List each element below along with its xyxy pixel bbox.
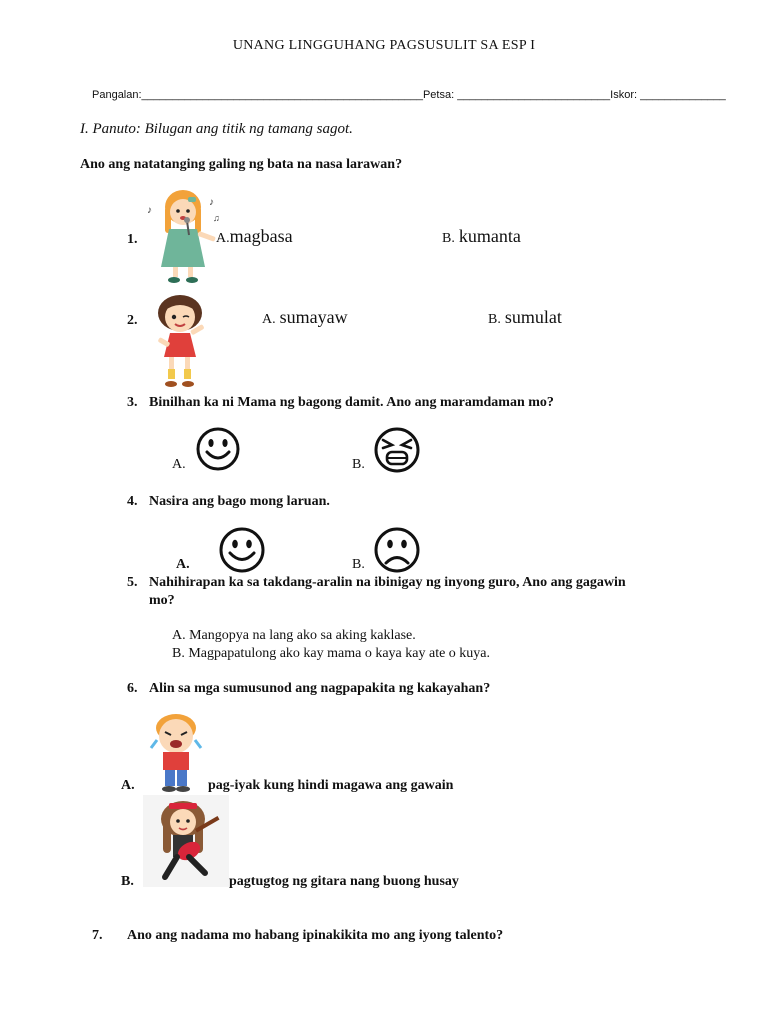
q4-option-b-letter[interactable]: B. — [352, 557, 365, 572]
svg-text:♪: ♪ — [209, 197, 214, 208]
sad-face-icon — [373, 524, 421, 574]
dancing-girl-image — [150, 293, 212, 391]
q4-option-a-letter[interactable]: A. — [176, 557, 190, 572]
score-label: Iskor: — [610, 89, 638, 101]
q6-text: Alin sa mga sumusunod ang nagpapakita ng kakayahan? — [149, 681, 491, 696]
q4-number: 4. — [127, 494, 138, 509]
q5-option-b[interactable]: B. Magpapatulong ako kay mama o kaya kay ate o kuya. — [172, 646, 491, 661]
q5-text-line1: Nahihirapan ka sa takdang-aralin na ibinigay ng inyong guro, Ano ang gagawin — [149, 575, 626, 590]
q1-option-b-letter: B. — [442, 231, 455, 246]
page-title: UNANG LINGGUHANG PAGSUSULIT SA ESP I — [232, 38, 536, 53]
date-label: Petsa: — [422, 89, 455, 101]
singing-girl-image — [143, 185, 223, 287]
q2-option-b-letter: B. — [488, 312, 501, 327]
name-label: Pangalan: — [92, 89, 142, 101]
q1-option-a[interactable] — [216, 226, 293, 247]
q6-option-a-letter[interactable]: A. — [121, 778, 135, 793]
lead-question: Ano ang natatanging galing ng bata na nasa larawan? — [80, 157, 403, 172]
smiley-face-icon — [218, 526, 266, 574]
instructions: I. Panuto: Bilugan ang titik ng tamang sagot. — [80, 121, 353, 137]
svg-text:♪: ♪ — [147, 205, 152, 216]
q7-number: 7. — [92, 928, 103, 943]
q1-number: 1. — [127, 232, 138, 247]
q3-option-b-letter[interactable]: B. — [352, 457, 365, 472]
q5-text-line2: mo? — [149, 593, 175, 608]
q6-option-a-text[interactable]: pag-iyak kung hindi magawa ang gawain — [208, 778, 454, 793]
header-fields — [92, 89, 726, 101]
crying-boy-image — [143, 710, 209, 794]
q2-option-b[interactable] — [488, 307, 562, 328]
q3-number: 3. — [127, 395, 138, 410]
crying-face-icon — [373, 426, 421, 474]
q6-option-b-text[interactable]: pagtugtog ng gitara nang buong husay — [229, 874, 459, 889]
smiley-face-icon — [195, 426, 241, 472]
svg-text:♫: ♫ — [213, 213, 220, 223]
q2-option-a-letter: A. — [262, 312, 276, 327]
q1-option-b[interactable] — [442, 226, 521, 247]
q5-number: 5. — [127, 575, 138, 590]
q1-option-b-text: kumanta — [458, 226, 521, 246]
q3-option-a-letter[interactable]: A. — [172, 457, 186, 472]
q2-option-b-text: sumulat — [504, 307, 562, 327]
q1-option-a-text: magbasa — [229, 226, 293, 246]
q6-number: 6. — [127, 681, 138, 696]
q1-option-a-letter: A. — [216, 231, 230, 246]
q2-option-a-text: sumayaw — [279, 307, 348, 327]
date-line[interactable]: _________________________ — [457, 89, 611, 101]
q5-option-a[interactable]: A. Mangopya na lang ako sa aking kaklase. — [172, 628, 416, 643]
q2-option-a[interactable] — [262, 307, 348, 328]
score-line[interactable]: ______________ — [640, 89, 726, 101]
guitar-girl-image — [143, 795, 229, 887]
q4-text: Nasira ang bago mong laruan. — [149, 494, 330, 509]
q6-option-b-letter[interactable]: B. — [121, 874, 134, 889]
q2-number: 2. — [127, 313, 138, 328]
name-line[interactable]: ______________________________________________ — [141, 89, 423, 101]
q7-text: Ano ang nadama mo habang ipinakikita mo ang iyong talento? — [127, 928, 504, 943]
q3-text: Binilhan ka ni Mama ng bagong damit. Ano ang maramdaman mo? — [149, 395, 554, 410]
